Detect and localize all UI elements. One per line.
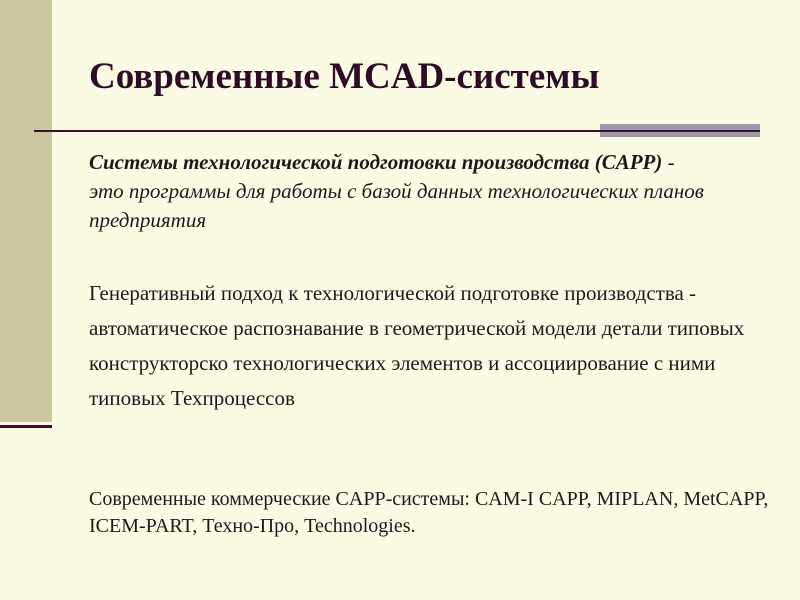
slide-title: Современные MCAD-системы (89, 56, 600, 97)
left-decorative-band (0, 0, 52, 422)
commercial-systems-paragraph: Современные коммерческие CAPP-системы: CAM-I CAPP, MIPLAN, MetCAPP, ICEM-PART, Техно-Про, Technologies. (89, 488, 769, 537)
title-rule (34, 130, 600, 132)
title-rule-accent (600, 130, 760, 132)
generative-approach-paragraph: Генеративный подход к технологической подготовке производства - автоматическое распознавание в геометрической модели детали типовых конструкторско технологических элементов и ассоциирование с ними типовых Техпроцессов (89, 281, 745, 410)
left-band-underline (0, 425, 52, 428)
capp-term: Системы технологической подготовки производства (CAPP) (89, 150, 663, 174)
capp-definition-paragraph (89, 148, 709, 235)
capp-definition: - это программы для работы с базой данных технологических планов предприятия (89, 150, 704, 232)
